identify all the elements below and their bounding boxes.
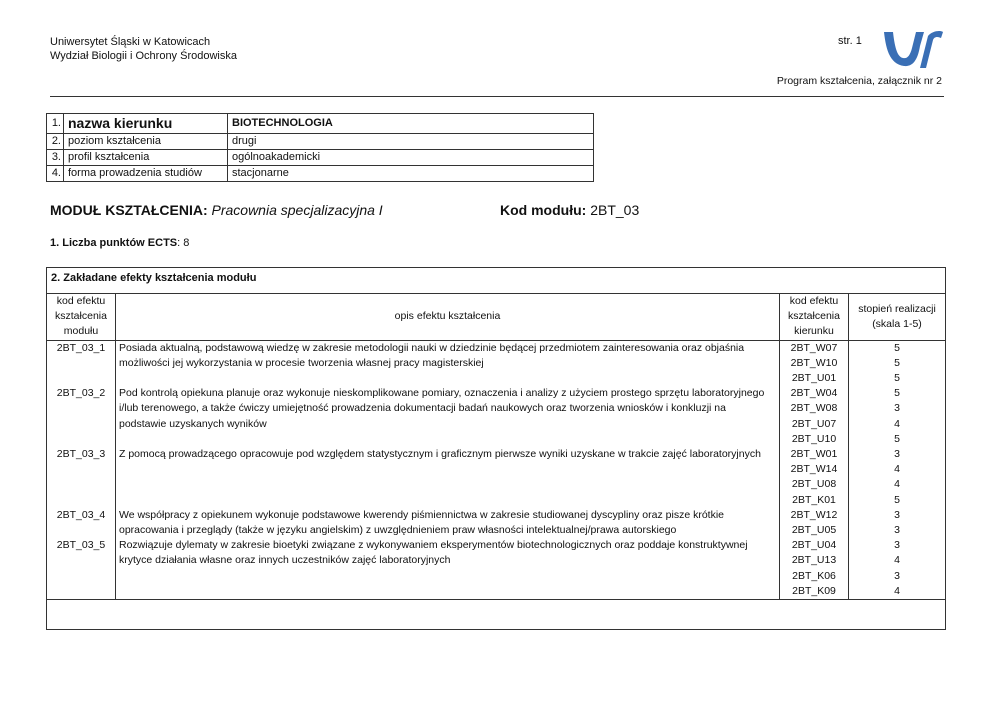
realization-level: 5 <box>894 356 900 369</box>
ects-label: 1. Liczba punktów ECTS <box>50 237 178 249</box>
header-institution <box>50 35 237 63</box>
realization-level: 4 <box>894 417 900 430</box>
learning-outcomes-section <box>46 267 946 630</box>
outcome-description: Z pomocą prowadzącego opracowuje pod względem statystycznym i graficznym pierwsze wyniki uzyskane w trakcie zajęć laboratoryjnych <box>116 447 780 508</box>
program-note: Program kształcenia, załącznik nr 2 <box>776 75 942 87</box>
direction-code: 2BT_W12 <box>790 508 838 521</box>
info-label: nazwa kierunku <box>64 114 228 134</box>
col-header-code: kod efektu kształcenia modułu <box>47 294 116 341</box>
info-value: BIOTECHNOLOGIA <box>228 114 594 134</box>
direction-code: 2BT_U07 <box>791 417 837 430</box>
realization-level: 4 <box>894 478 900 491</box>
module-name: Pracownia specjalizacyjna I <box>211 202 383 218</box>
info-label: profil kształcenia <box>64 150 228 166</box>
realization-level: 3 <box>894 402 900 415</box>
direction-code: 2BT_U13 <box>791 554 837 567</box>
direction-codes <box>780 340 849 386</box>
realization-level: 4 <box>894 584 900 597</box>
module-label: MODUŁ KSZTAŁCENIA: <box>50 202 208 218</box>
col-header-level: stopień realizacji (skala 1-5) <box>849 294 946 341</box>
realization-levels <box>849 386 946 447</box>
outcome-description: Posiada aktualną, podstawową wiedzę w zakresie metodologii nauki w dziedzinie będącej przedmiotem zainteresowania oraz objaśnia możliwości jej wykorzystania w procesie tworzenia własnej pracy magisterskiej <box>116 340 780 386</box>
table-row <box>47 447 946 508</box>
info-value: ogólnoakademicki <box>228 150 594 166</box>
direction-codes <box>780 508 849 538</box>
direction-code: 2BT_U05 <box>791 524 837 537</box>
direction-code: 2BT_U08 <box>791 478 837 491</box>
realization-level: 3 <box>894 539 900 552</box>
direction-code: 2BT_U10 <box>791 432 837 445</box>
info-row <box>47 134 594 150</box>
realization-level: 3 <box>894 524 900 537</box>
direction-codes <box>780 538 849 599</box>
direction-code: 2BT_K09 <box>792 584 836 597</box>
realization-level: 3 <box>894 569 900 582</box>
realization-level: 5 <box>894 432 900 445</box>
table-row <box>47 386 946 447</box>
info-value: drugi <box>228 134 594 150</box>
realization-level: 5 <box>894 372 900 385</box>
table-row <box>47 508 946 538</box>
module-code-value: 2BT_03 <box>590 202 640 218</box>
direction-code: 2BT_W10 <box>790 356 838 369</box>
ects-value: : 8 <box>177 237 190 249</box>
outcome-code: 2BT_03_3 <box>47 447 116 508</box>
outcome-description: Rozwiązuje dylematy w zakresie bioetyki związane z wykonywaniem eksperymentów biotechnologicznych oraz poddaje konstruktywnej krytyce działania własne oraz innych uczestników zajęć laboratoryjnych <box>116 538 780 599</box>
info-row <box>47 166 594 182</box>
info-row <box>47 150 594 166</box>
info-num: 2. <box>47 134 64 150</box>
realization-levels <box>849 447 946 508</box>
direction-code: 2BT_W04 <box>790 387 838 400</box>
direction-code: 2BT_K01 <box>792 493 836 506</box>
direction-code: 2BT_U01 <box>791 372 837 385</box>
table-row <box>47 340 946 386</box>
direction-code: 2BT_W14 <box>790 463 838 476</box>
direction-code: 2BT_K06 <box>792 569 836 582</box>
learning-outcomes-table <box>46 293 946 600</box>
program-info-table <box>46 113 594 182</box>
direction-codes <box>780 447 849 508</box>
col-header-desc: opis efektu kształcenia <box>116 294 780 341</box>
info-num: 4. <box>47 166 64 182</box>
outcome-description: We współpracy z opiekunem wykonuje podstawowe kwerendy piśmiennictwa w zakresie studiowanej dyscypliny oraz pisze krótkie opracowania i przeglądy (także w języku angielskim) z uwzględnieniem praw własności intelektualnej/prawa autorskiego <box>116 508 780 538</box>
ects-points <box>50 237 189 249</box>
realization-level: 5 <box>894 341 900 354</box>
direction-code: 2BT_W01 <box>790 448 838 461</box>
realization-level: 5 <box>894 493 900 506</box>
outcome-code: 2BT_03_5 <box>47 538 116 599</box>
module-code <box>500 202 639 218</box>
direction-code: 2BT_U04 <box>791 539 837 552</box>
info-num: 1. <box>47 114 64 134</box>
header-divider <box>50 96 944 97</box>
table-body <box>47 340 946 599</box>
info-num: 3. <box>47 150 64 166</box>
table-header-row <box>47 294 946 341</box>
direction-code: 2BT_W07 <box>790 341 838 354</box>
module-title <box>50 202 383 218</box>
realization-level: 5 <box>894 387 900 400</box>
realization-level: 3 <box>894 448 900 461</box>
university-name: Uniwersytet Śląski w Katowicach <box>50 36 211 48</box>
info-value: stacjonarne <box>228 166 594 182</box>
module-code-label: Kod modułu: <box>500 202 587 218</box>
col-header-dir-code: kod efektu kształcenia kierunku <box>780 294 849 341</box>
university-logo-icon <box>880 28 944 72</box>
realization-level: 3 <box>894 508 900 521</box>
info-row <box>47 114 594 134</box>
direction-code: 2BT_W08 <box>790 402 838 415</box>
realization-levels <box>849 538 946 599</box>
faculty-name: Wydział Biologii i Ochrony Środowiska <box>50 50 237 62</box>
direction-codes <box>780 386 849 447</box>
realization-levels <box>849 508 946 538</box>
table-row <box>47 538 946 599</box>
info-label: poziom kształcenia <box>64 134 228 150</box>
page-number: str. 1 <box>838 35 862 47</box>
realization-level: 4 <box>894 463 900 476</box>
outcome-code: 2BT_03_1 <box>47 340 116 386</box>
outcome-description: Pod kontrolą opiekuna planuje oraz wykonuje nieskomplikowane pomiary, oznaczenia i analizy z użyciem prostego sprzętu laboratoryjnego i/lub terenowego, a także ćwiczy umiejętność prowadzenia dokumentacji badań naukowych oraz tworzenia wniosków i konkluzji na podstawie uzyskanych wyników <box>116 386 780 447</box>
info-label: forma prowadzenia studiów <box>64 166 228 182</box>
outcome-code: 2BT_03_4 <box>47 508 116 538</box>
outcome-code: 2BT_03_2 <box>47 386 116 447</box>
section-title: 2. Zakładane efekty kształcenia modułu <box>51 272 257 284</box>
realization-levels <box>849 340 946 386</box>
realization-level: 4 <box>894 554 900 567</box>
